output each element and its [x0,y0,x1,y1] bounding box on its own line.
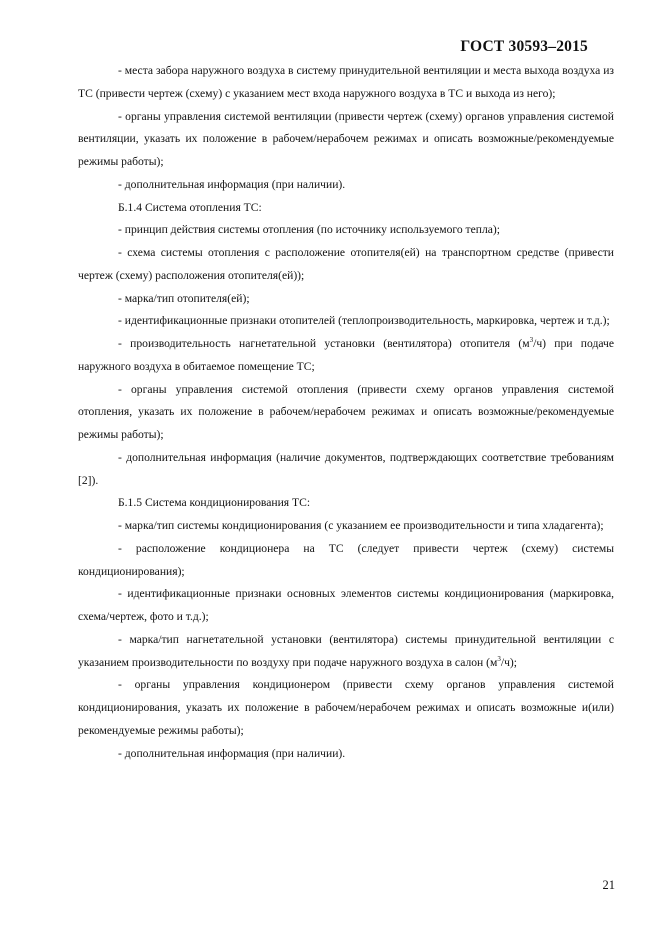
paragraph-heater-fan-capacity [78,333,614,379]
paragraph-ac-identification: - идентификационные признаки основных элементов системы кондиционирования (маркировка, схема/чертеж, фото и т.д.); [78,587,614,623]
document-standard-header: ГОСТ 30593–2015 [460,38,588,55]
heater-fan-capacity-text: - производительность нагнетательной установки (вентилятора) отопителя (м [118,337,530,350]
page-number: 21 [602,878,615,892]
document-body [78,60,614,765]
paragraph-heater-identification: - идентификационные признаки отопителей (теплопроизводительность, маркировка, чертеж и т.д.); [118,314,610,328]
paragraph-heating-additional-info: - дополнительная информация (наличие документов, подтверждающих соответствие требованиям [2]). [78,450,614,487]
paragraph-ac-controls: - органы управления кондиционером (привести схему органов управления системой кондиционирования, указать их положение в рабочем/нерабочем режимах и описать возможные и(или) рекомендуемые режимы работы); [78,678,614,737]
paragraph-ventilation-air-intake: - места забора наружного воздуха в систему принудительной вентиляции и места выхода воздуха из ТС (привести чертеж (схему) с указанием мест входа наружного воздуха в ТС и выхода из него); [78,64,614,100]
paragraph-heating-scheme: - схема системы отопления с расположение отопителя(ей) на транспортном средстве (привести чертеж (схему) расположения отопителя(ей)); [78,246,614,282]
paragraph-ac-additional-info: - дополнительная информация (при наличии). [118,746,346,760]
section-heading-heating-system: Б.1.4 Система отопления ТС: [118,200,262,214]
cubic-superscript: 3 [529,336,534,345]
paragraph-heater-model: - марка/тип отопителя(ей); [118,291,250,305]
paragraph-ventilation-controls: - органы управления системой вентиляции (привести чертеж (схему) органов управления системой вентиляции, указать их положение в рабочем/нерабочем режимах и описать возможные/рекомендуемые режимы работы); [78,109,614,168]
section-heading-air-conditioning: Б.1.5 Система кондиционирования ТС: [118,496,311,510]
paragraph-ac-fan-capacity [78,629,614,675]
paragraph-ac-location: - расположение кондиционера на ТС (следует привести чертеж (схему) системы кондиционирования); [78,541,614,578]
heater-fan-capacity-text-end: /ч) при подаче наружного воздуха в обитаемое помещение ТС; [78,337,614,373]
paragraph-heating-principle: - принцип действия системы отопления (по источнику используемого тепла); [118,223,500,237]
ac-fan-capacity-text: - марка/тип нагнетательной установки (вентилятора) системы принудительной вентиляции с указанием производительности по воздуху при подаче наружного воздуха в салон (м [78,632,614,669]
ac-fan-capacity-text-end: /ч); [500,655,517,669]
paragraph-ac-model: - марка/тип системы кондиционирования (с указанием ее производительности и типа хладагента); [118,519,604,532]
paragraph-ventilation-additional-info: - дополнительная информация (при наличии). [118,177,346,191]
cubic-superscript: 3 [497,654,501,663]
paragraph-heating-controls: - органы управления системой отопления (привести схему органов управления системой отопления, указать их положение в рабочем/нерабочем режимах и описать возможные/рекомендуемые режимы работы); [78,382,614,441]
